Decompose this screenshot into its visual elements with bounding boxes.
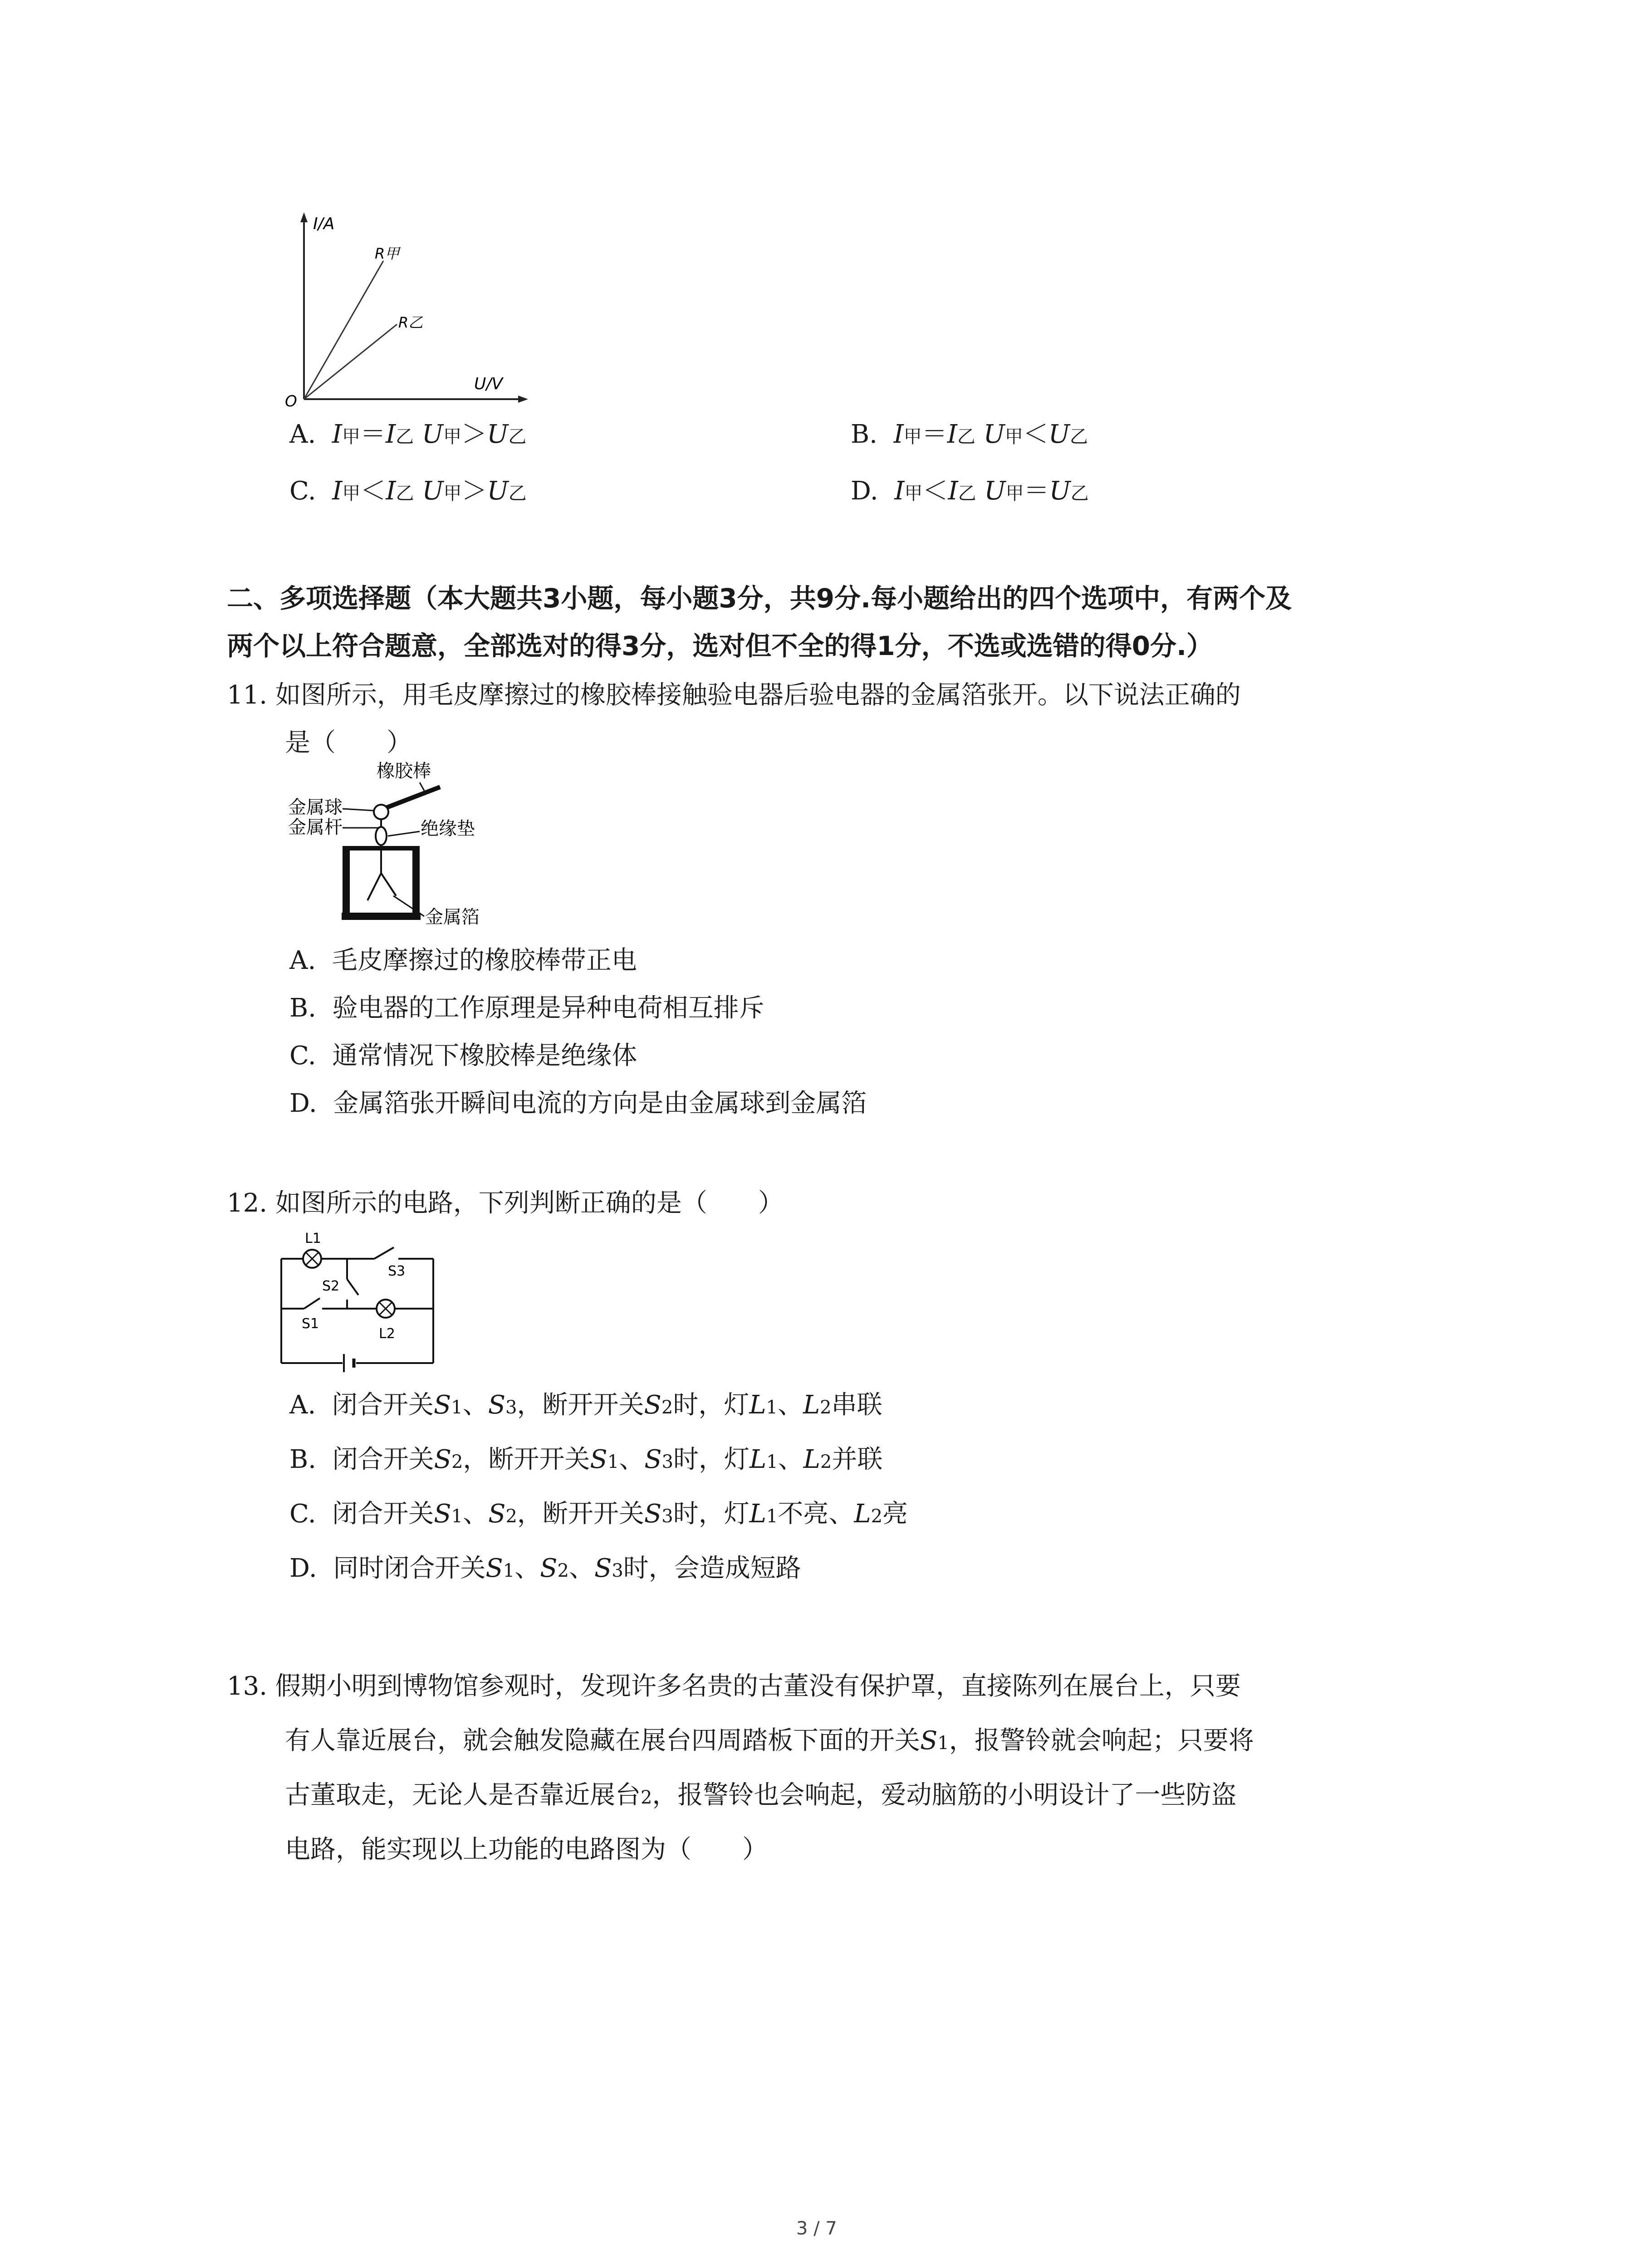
metal-ball bbox=[374, 805, 388, 819]
switch-s1 bbox=[304, 1298, 320, 1309]
q11-option-d: D. 金属箔张开瞬间电流的方向是由金属球到金属箔 bbox=[289, 1089, 867, 1118]
q11-option-a: A. 毛皮摩擦过的橡胶棒带正电 bbox=[289, 946, 637, 975]
electroscope-figure bbox=[288, 760, 542, 932]
q11-stem-line2: 是（ ） bbox=[285, 728, 412, 758]
label-metal-stem: 金属杆 bbox=[288, 817, 343, 838]
origin-label: O bbox=[285, 392, 297, 408]
question-number: 12. bbox=[227, 1188, 268, 1218]
q12-option-b: B. 闭合开关S2，断开开关S1、S3时，灯L1、L2并联 bbox=[289, 1445, 883, 1474]
label-l2: L2 bbox=[379, 1326, 395, 1342]
r-jia-line bbox=[304, 261, 383, 399]
q13-line3: 古董取走，无论人是否靠近展台2，报警铃也会响起，爱动脑筋的小明设计了一些防盗 bbox=[285, 1780, 1237, 1810]
q13-line1: 13. 假期小明到博物馆参观时，发现许多名贵的古董没有保护罩，直接陈列在展台上，只要 bbox=[227, 1672, 1241, 1701]
q11-option-b: B. 验电器的工作原理是异种电荷相互排斥 bbox=[289, 993, 764, 1023]
r-yi-line bbox=[304, 324, 397, 399]
label-rubber-rod: 橡胶棒 bbox=[377, 761, 431, 782]
switch-s3 bbox=[374, 1247, 394, 1259]
q10-option-d: D. I甲＜I乙 U甲＝U乙 bbox=[851, 476, 1089, 506]
q12-option-d: D. 同时闭合开关S1、S2、S3时，会造成短路 bbox=[289, 1554, 801, 1583]
r-yi-label: R乙 bbox=[398, 314, 423, 331]
question-number: 13. bbox=[227, 1672, 268, 1701]
label-s1: S1 bbox=[302, 1316, 319, 1332]
q10-option-c: C. I甲＜I乙 U甲＞U乙 bbox=[289, 476, 527, 506]
question-number: 11. bbox=[227, 680, 268, 710]
iu-graph bbox=[254, 209, 535, 408]
metal-foil bbox=[367, 873, 381, 900]
insulating-pad bbox=[376, 827, 387, 845]
q12-option-c: C. 闭合开关S1、S2，断开开关S3时，灯L1不亮、L2亮 bbox=[289, 1499, 908, 1529]
section2-title-line2: 两个以上符合题意，全部选对的得3分，选对但不全的得1分，不选或选错的得0分.） bbox=[227, 631, 1213, 661]
label-metal-foil: 金属箔 bbox=[425, 907, 480, 928]
label-s3: S3 bbox=[388, 1263, 406, 1279]
q12-option-a: A. 闭合开关S1、S3，断开开关S2时，灯L1、L2串联 bbox=[289, 1390, 882, 1420]
r-jia-label: R甲 bbox=[375, 245, 400, 262]
q10-option-a: A. I甲＝I乙 U甲＞U乙 bbox=[289, 420, 527, 449]
q12-stem: 12. 如图所示的电路，下列判断正确的是（ ） bbox=[227, 1188, 784, 1218]
q11-option-c: C. 通常情况下橡胶棒是绝缘体 bbox=[289, 1041, 637, 1070]
section2-title-line1: 二、多项选择题（本大题共3小题，每小题3分，共9分.每小题给出的四个选项中，有两个及 bbox=[227, 583, 1292, 614]
q11-stem-line1: 11. 如图所示，用毛皮摩擦过的橡胶棒接触验电器后验电器的金属箔张开。以下说法正确的 bbox=[227, 680, 1241, 710]
page-number: 3 / 7 bbox=[796, 2218, 837, 2239]
rubber-rod bbox=[381, 787, 440, 810]
label-l1: L1 bbox=[305, 1231, 321, 1246]
label-insulating-pad: 绝缘垫 bbox=[421, 818, 475, 839]
y-axis-label: I/A bbox=[313, 215, 335, 233]
label-metal-ball: 金属球 bbox=[288, 797, 343, 818]
q13-line4: 电路，能实现以上功能的电路图为（ ） bbox=[285, 1835, 768, 1864]
x-axis-label: U/V bbox=[474, 375, 503, 393]
q13-line2: 有人靠近展台，就会触发隐藏在展台四周踏板下面的开关S1，报警铃就会响起；只要将 bbox=[285, 1726, 1254, 1755]
label-s2: S2 bbox=[322, 1278, 340, 1294]
switch-s2 bbox=[347, 1279, 358, 1295]
q10-option-b: B. I甲＝I乙 U甲＜U乙 bbox=[851, 420, 1088, 449]
circuit-figure bbox=[277, 1225, 445, 1374]
